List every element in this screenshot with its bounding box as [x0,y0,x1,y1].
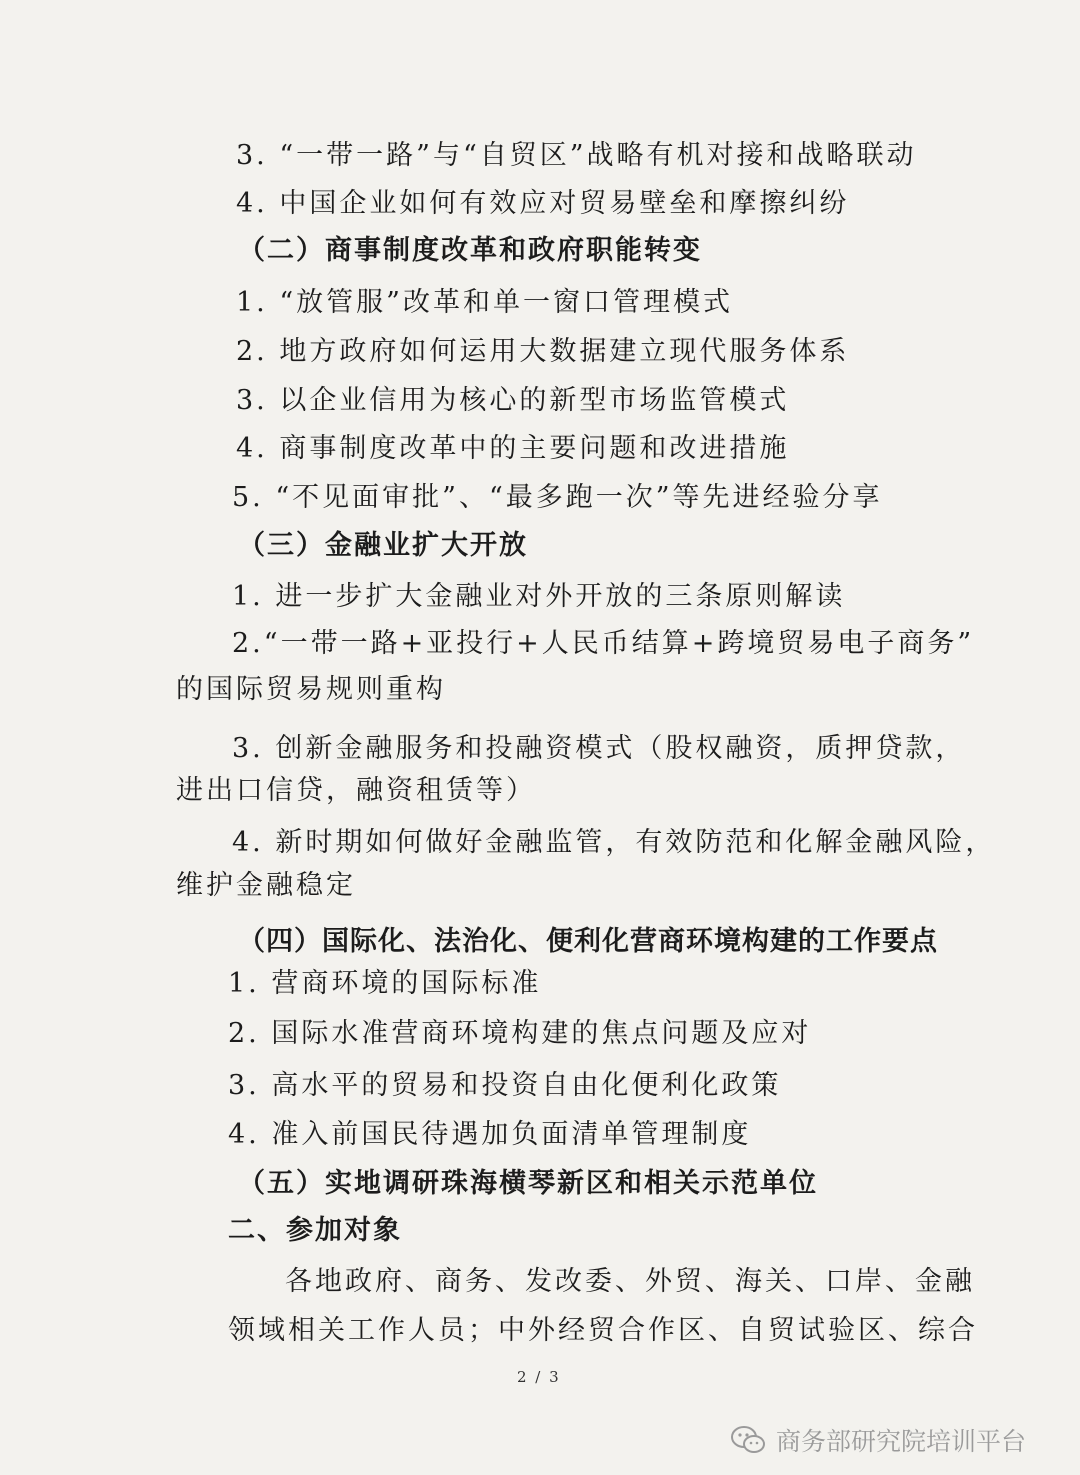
list-item: 3. “一带一路”与“自贸区”战略有机对接和战略联动 [236,140,917,171]
list-item: 3. 以企业信用为核心的新型市场监管模式 [236,385,790,416]
list-item: 1. 进一步扩大金融业对外开放的三条原则解读 [232,581,846,612]
section-title: 二、参加对象 [228,1215,402,1246]
section-heading: （三）金融业扩大开放 [238,530,528,561]
list-item: 1. “放管服”改革和单一窗口管理模式 [236,287,733,318]
list-item: 2.“一带一路+亚投行+人民币结算+跨境贸易电子商务” [232,628,975,659]
paragraph-line: 领域相关工作人员；中外经贸合作区、自贸试验区、综合 [228,1315,978,1346]
list-item: 2. 地方政府如何运用大数据建立现代服务体系 [236,336,850,367]
list-item: 1. 营商环境的国际标准 [228,968,542,999]
wechat-icon [730,1425,766,1455]
paragraph-line: 各地政府、商务、发改委、外贸、海关、口岸、金融 [285,1266,975,1297]
section-heading: （五）实地调研珠海横琴新区和相关示范单位 [238,1168,818,1199]
list-item: 3. 创新金融服务和投融资模式（股权融资，质押贷款， [232,733,966,764]
list-item: 2. 国际水准营商环境构建的焦点问题及应对 [228,1018,812,1049]
section-heading: （二）商事制度改革和政府职能转变 [238,235,702,266]
list-item: 4. 新时期如何做好金融监管，有效防范和化解金融风险， [232,827,996,858]
list-item: 4. 准入前国民待遇加负面清单管理制度 [228,1119,752,1150]
list-item: 4. 中国企业如何有效应对贸易壁垒和摩擦纠纷 [236,188,850,219]
list-item-continuation: 进出口信贷，融资租赁等） [176,775,536,806]
list-item: 3. 高水平的贸易和投资自由化便利化政策 [228,1070,782,1101]
section-heading: （四）国际化、法治化、便利化营商环境构建的工作要点 [238,926,938,957]
page-number: 2 / 3 [517,1368,561,1386]
watermark-text: 商务部研究院培训平台 [776,1427,1027,1456]
list-item: 4. 商事制度改革中的主要问题和改进措施 [236,433,790,464]
watermark [730,1420,1026,1460]
list-item: 5. “不见面审批”、“最多跑一次”等先进经验分享 [232,482,883,513]
list-item-continuation: 的国际贸易规则重构 [176,674,446,705]
list-item-continuation: 维护金融稳定 [176,870,356,901]
